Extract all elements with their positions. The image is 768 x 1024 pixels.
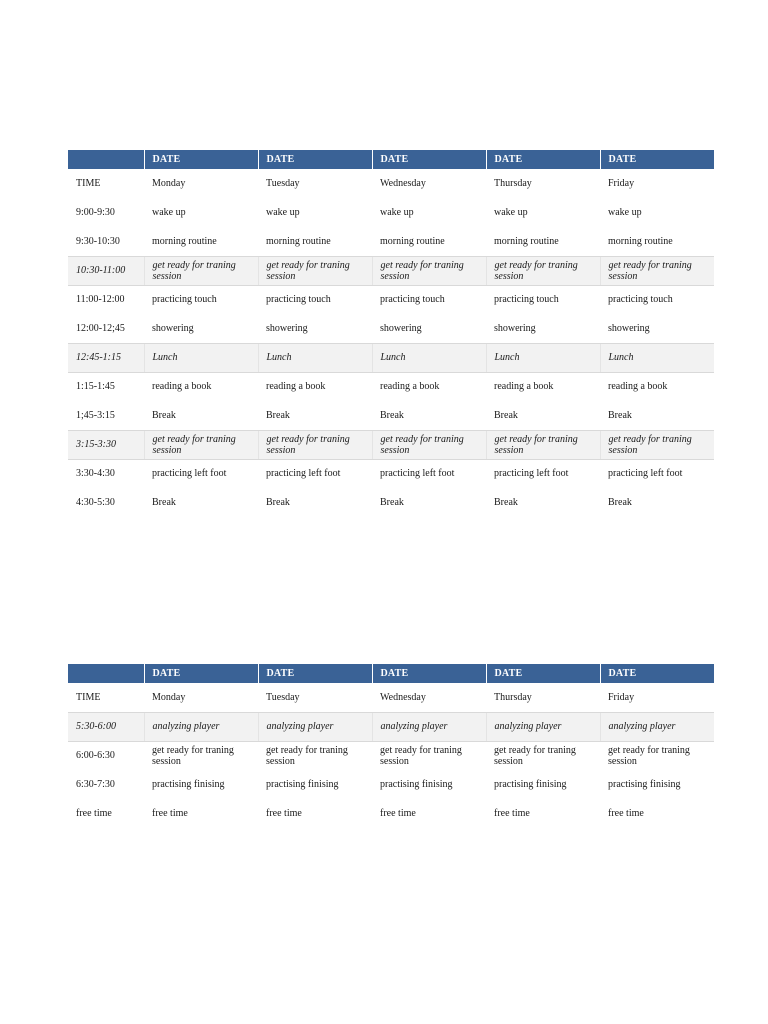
activity-cell: analyzing player (144, 712, 258, 741)
day-cell: Monday (152, 691, 186, 703)
time-cell: 12:45-1:15 (68, 343, 144, 372)
activity-cell: practising finising (494, 779, 567, 790)
activity-cell: morning routine (608, 235, 673, 247)
header-cell-date: DATE (144, 150, 258, 169)
time-cell: 5:30-6:00 (68, 712, 144, 741)
activity-cell: wake up (494, 207, 528, 218)
activity-cell: analyzing player (372, 712, 486, 741)
activity-cell: get ready for traning session (258, 430, 372, 459)
header-cell-time (68, 664, 144, 683)
table-row-shaded (68, 430, 714, 459)
time-cell: 9:00-9:30 (76, 207, 115, 218)
activity-cell: free time (608, 808, 644, 819)
activity-cell: Break (380, 409, 404, 421)
activity-cell: free time (380, 808, 416, 819)
day-cell: Tuesday (266, 691, 300, 703)
time-cell: 11:00-12:00 (76, 294, 125, 306)
day-cell: Thursday (494, 178, 532, 189)
table-row (68, 741, 714, 770)
activity-cell: get ready for traning session (266, 744, 348, 767)
activity-cell: practicing touch (380, 294, 445, 306)
table-row (68, 227, 714, 256)
activity-cell: analyzing player (486, 712, 600, 741)
activity-cell: showering (494, 322, 536, 334)
table-row-shaded (68, 343, 714, 372)
activity-cell: practicing touch (494, 294, 559, 306)
time-cell: 9:30-10:30 (76, 235, 120, 247)
time-cell: 6:30-7:30 (76, 779, 115, 790)
activity-cell: get ready for traning session (486, 256, 600, 285)
activity-cell: practicing touch (152, 294, 217, 306)
activity-cell: get ready for traning session (372, 256, 486, 285)
header-cell-date: DATE (600, 664, 714, 683)
activity-cell: wake up (152, 207, 186, 218)
time-cell: TIME (76, 178, 101, 189)
activity-cell: practicing left foot (266, 468, 341, 480)
header-cell-time (68, 150, 144, 169)
activity-cell: Break (494, 409, 518, 421)
activity-cell: practicing left foot (494, 468, 569, 480)
time-cell: 3:15-3:30 (68, 430, 144, 459)
activity-cell: practicing touch (608, 294, 673, 306)
activity-cell: morning routine (380, 235, 445, 247)
table-row (68, 285, 714, 314)
activity-cell: Break (152, 497, 176, 508)
activity-cell: Break (608, 497, 632, 508)
table-row (68, 198, 714, 227)
time-cell: 1:15-1:45 (76, 381, 115, 393)
header-row (68, 664, 714, 683)
time-cell: 10:30-11:00 (68, 256, 144, 285)
activity-cell: wake up (266, 207, 300, 218)
activity-cell: Lunch (144, 343, 258, 372)
header-cell-date: DATE (372, 664, 486, 683)
header-cell-date: DATE (486, 150, 600, 169)
table-row (68, 401, 714, 430)
activity-cell: get ready for traning session (372, 430, 486, 459)
activity-cell: Break (266, 497, 290, 508)
activity-cell: practising finising (152, 779, 225, 790)
table-row-shaded (68, 712, 714, 741)
header-cell-date: DATE (600, 150, 714, 169)
activity-cell: practising finising (266, 779, 339, 790)
activity-cell: get ready for traning session (258, 256, 372, 285)
activity-cell: get ready for traning session (608, 744, 690, 767)
activity-cell: showering (152, 322, 194, 334)
day-cell: Wednesday (380, 691, 426, 703)
schedule-table-2 (68, 664, 714, 828)
header-cell-date: DATE (486, 664, 600, 683)
activity-cell: get ready for traning session (486, 430, 600, 459)
activity-cell: analyzing player (258, 712, 372, 741)
activity-cell: reading a book (266, 381, 326, 393)
header-cell-date: DATE (258, 150, 372, 169)
activity-cell: Lunch (372, 343, 486, 372)
activity-cell: wake up (380, 207, 414, 218)
activity-cell: get ready for traning session (152, 744, 234, 767)
table-row (68, 488, 714, 517)
table-row (68, 459, 714, 488)
activity-cell: free time (152, 808, 188, 819)
day-cell: Wednesday (380, 178, 426, 189)
time-cell: 1;45-3:15 (76, 409, 115, 421)
activity-cell: reading a book (380, 381, 440, 393)
table-row (68, 314, 714, 343)
activity-cell: morning routine (152, 235, 217, 247)
activity-cell: practising finising (380, 779, 453, 790)
table-row (68, 372, 714, 401)
activity-cell: get ready for traning session (600, 256, 714, 285)
activity-cell: wake up (608, 207, 642, 218)
activity-cell: get ready for traning session (144, 256, 258, 285)
activity-cell: analyzing player (600, 712, 714, 741)
table-row (68, 799, 714, 828)
activity-cell: get ready for traning session (144, 430, 258, 459)
time-cell: 4:30-5:30 (76, 497, 115, 508)
header-cell-date: DATE (144, 664, 258, 683)
header-cell-date: DATE (372, 150, 486, 169)
activity-cell: Break (380, 497, 404, 508)
activity-cell: Lunch (486, 343, 600, 372)
activity-cell: reading a book (608, 381, 668, 393)
activity-cell: get ready for traning session (494, 744, 576, 767)
activity-cell: Break (608, 409, 632, 421)
activity-cell: practising finising (608, 779, 681, 790)
time-cell: TIME (76, 691, 101, 703)
activity-cell: get ready for traning session (600, 430, 714, 459)
table-row (68, 770, 714, 799)
activity-cell: reading a book (152, 381, 212, 393)
day-cell: Tuesday (266, 178, 300, 189)
table-row-shaded (68, 256, 714, 285)
table-row-days (68, 169, 714, 198)
activity-cell: get ready for traning session (380, 744, 462, 767)
day-cell: Thursday (494, 691, 532, 703)
activity-cell: Lunch (600, 343, 714, 372)
activity-cell: free time (266, 808, 302, 819)
activity-cell: practicing touch (266, 294, 331, 306)
time-cell: 3:30-4:30 (76, 468, 115, 480)
activity-cell: practicing left foot (152, 468, 227, 480)
activity-cell: showering (608, 322, 650, 334)
day-cell: Friday (608, 691, 635, 703)
activity-cell: Break (152, 409, 176, 421)
time-cell: free time (76, 808, 112, 819)
activity-cell: practicing left foot (380, 468, 455, 480)
activity-cell: Break (266, 409, 290, 421)
activity-cell: Break (494, 497, 518, 508)
activity-cell: morning routine (266, 235, 331, 247)
time-cell: 12:00-12;45 (76, 322, 125, 334)
time-cell: 6:00-6:30 (76, 750, 115, 762)
schedule-table-1 (68, 150, 714, 517)
activity-cell: practicing left foot (608, 468, 683, 480)
activity-cell: showering (380, 322, 422, 334)
header-row (68, 150, 714, 169)
day-cell: Friday (608, 178, 635, 189)
table-row-days (68, 683, 714, 712)
day-cell: Monday (152, 178, 186, 189)
activity-cell: Lunch (258, 343, 372, 372)
activity-cell: showering (266, 322, 308, 334)
header-cell-date: DATE (258, 664, 372, 683)
activity-cell: free time (494, 808, 530, 819)
activity-cell: reading a book (494, 381, 554, 393)
activity-cell: morning routine (494, 235, 559, 247)
